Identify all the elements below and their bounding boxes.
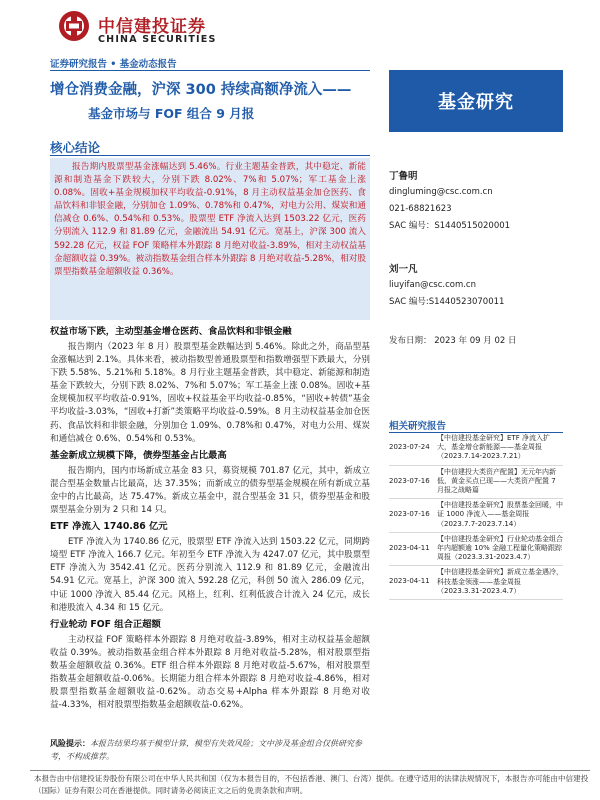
section-paragraph: 报告期内（2023 年 8 月）股票型基金跌幅达到 5.46%。除此之外，商品型基金涨幅达到 2.1%。具体来看，被动指数型普通股票型和指数增强型下跌最大，分别下跌 5.58%、5.21%和 5.18%。8 月行业主题基金普跌，其中稳定、新能源和制造基金下跌较大，分别下跌 8.02%、7%和 5.07%；军工基金上涨 0.08%。固收+基金规模加权平均收益-0.91%，固收+权益基金平均收益-0.85%，“固收+转债”基金平均收益-3.03%，“固收+打新”类策略平均收益-0.59%。8 月主动权益基金加仓医药、食品饮料和非银金融，分别加仓 1.09%、0.78%和 0.47%，对电力公用、煤炭和通信减仓 0.6%、0.54%和 0.53%。 [50,342,370,444]
related-report-date: 2023-07-24 [389,443,430,451]
analyst-email[interactable]: liuyifan@csc.com.cn [389,280,476,290]
company-logo [58,10,248,48]
analyst-name: 丁鲁明 [389,171,418,182]
related-report-date: 2023-07-16 [389,476,430,485]
section-heading: 行业轮动 FOF 组合正超额 [50,618,161,630]
core-divider [50,155,370,156]
related-report-item[interactable] [389,566,563,600]
related-report-title[interactable]: 【中信建投基金研究】新成立基金遇冷，科技基金领涨——基金周报（2023.3.31-2023.4.7） [437,568,563,595]
report-body [50,322,370,712]
china-securities-logo-icon [58,10,90,42]
section-paragraph: ETF 净流入为 1740.86 亿元，股票型 ETF 净流入达到 1503.22 亿元，同期跨境型 ETF 净流入 166.7 亿元。年初至今 ETF 净流入为 4247.07 亿元，其中股票型 ETF 净流入为 3542.41 亿元。医药分别流入 112.9 和 81.89 亿元，金融流出 54.91 亿元。宽基上，沪深 300 流入 592.28 亿元，科创 50 流入 286.09 亿元，中证 1000 净流入 85.44 亿元。风格上，红利、红利低波合计流入 24 亿元，成长和港股流入 4.34 和 15 亿元。 [50,537,370,613]
publish-date: 发布日期： 2023 年 09 月 02 日 [389,336,517,346]
risk-text: 本报告结果均基于模型计算，模型有失效风险；文中涉及基金组合仅供研究参考，不构成推荐。 [50,739,362,761]
analyst-panel [389,170,563,311]
summary-box [50,158,370,320]
core-conclusion-heading: 核心结论 [50,140,101,155]
section-heading: 权益市场下跌，主动型基金增仓医药、食品饮料和非银金融 [50,326,292,337]
related-reports-list [389,432,563,600]
category-banner [389,70,563,132]
logo-english-name: CHINA SECURITIES [98,34,217,45]
analyst-sac-number: SAC 编号:S1440523070011 [389,297,505,307]
related-report-date: 2023-07-16 [389,510,430,519]
related-report-item[interactable] [389,466,563,500]
logo-chinese-name: 中信建投证券 [98,17,206,37]
related-report-title[interactable]: 【中信建投基金研究】ETF 净流入扩大，基金增仓新能源——基金周报（2023.7.14-2023.7.21） [437,434,550,461]
summary-text: 报告期内股票型基金涨幅达到 5.46%。行业主题基金普跌，其中稳定、新能源和制造基金下跌较大，分别下跌 8.02%、7%和 5.07%；军工基金上涨 0.08%。固收+基金规模加权平均收益-0.91%，8 月主动权益基金加仓医药、食品饮料和非银金融，分别加仓 1.09%、0.78%和 0.47%，对电力公用、煤炭和通信减仓 0.6%、0.54%和 0.53%。股票型 ETF 净流入达到 1503.22 亿元，医药分别流入 112.9 和 81.89 亿元，金融流出 54.91 亿元。宽基上，沪深 300 流入 592.28 亿元，权益 FOF 策略样本外跟踪 8 月绝对收益-3.89%，相对主动权益基金超额收益 0.39%。被动指数基金组合样本外跟踪 8 月绝对收益-5.28%，相对股票型指数基金超额收益 0.36%。 [54,162,366,277]
section-paragraph: 报告期内，国内市场新成立基金 83 只，募资规模 701.87 亿元，其中，新成立混合型基金数量占比最高，达 37.35%；而新成立的债券型基金规模在所有新成立基金中的占比最高，达 75.47%。新成立基金中，混合型基金 31 只，债券型基金和股票型基金分别为 2 只和 14 只。 [50,465,370,516]
risk-warning [50,737,370,763]
section-paragraph: 主动权益 FOF 策略样本外跟踪 8 月绝对收益-3.89%，相对主动权益基金超额收益 0.39%。被动指数基金组合样本外跟踪 8 月绝对收益-5.28%，相对股票型指数基金超额收益 0.36%。ETF 组合样本外跟踪 8 月绝对收益-5.67%，相对股票型指数基金超额收益-0.06%。长期能力组合样本外跟踪 8 月绝对收益-4.86%，相对股票型指数基金超额收益-0.62%。动态交易+Alpha 样本外跟踪 8 月绝对收益-4.33%，相对股票型指数基金超额收益-0.62%。 [50,634,370,711]
footer-disclaimer: 本报告由中信建投证券股份有限公司在中华人民共和国（仅为本报告目的，不包括香港、澳门、台湾）提供。在遵守适用的法律法规情况下，本报告亦可能由中信建投（国际）证券有限公司在香港提供。同时请务必阅读正文之后的免责条款和声明。 [34,774,589,795]
report-subtitle: 基金市场与 FOF 组合 9 月报 [88,106,255,121]
related-report-date: 2023-04-11 [389,577,430,586]
analyst-sac-number: SAC 编号：S1440515020001 [389,221,511,231]
footer-divider [30,770,590,771]
category-label: 基金研究 [438,92,514,113]
analyst-phone: 021-68821623 [389,204,452,214]
risk-label: 风险提示： [50,739,90,748]
header-divider [50,70,370,71]
analyst-name: 刘一凡 [389,264,418,275]
related-report-item[interactable] [389,432,563,466]
analyst-email[interactable]: dingluming@csc.com.cn [389,187,493,197]
related-report-title[interactable]: 【中信建投基金研究】股票基金回暖，中证 1000 净流入——基金周报（2023.7.7-2023.7.14） [437,501,563,528]
section-heading: 基金新成立规模下降，债券型基金占比最高 [50,449,227,461]
related-report-title[interactable]: 【中信建投大类资产配置】无元年内新低，黄金买点已现——大类资产配置 7 月报之战略篇 [437,467,556,495]
related-report-title[interactable]: 【中信建投基金研究】行业轮动基金组合年内超额逾 10% 金融工程量化策略跟踪周报（2023.3.31-2023.4.7） [437,534,563,562]
related-report-item[interactable] [389,499,563,533]
related-report-item[interactable] [389,533,563,567]
related-report-date: 2023-04-11 [389,543,430,552]
report-series: 证券研究报告 • 基金动态报告 [50,59,177,70]
section-heading: ETF 净流入 1740.86 亿元 [50,521,168,533]
related-reports-heading: 相关研究报告 [389,421,447,432]
report-title: 增仓消费金融，沪深 300 持续高额净流入—— [50,82,352,98]
